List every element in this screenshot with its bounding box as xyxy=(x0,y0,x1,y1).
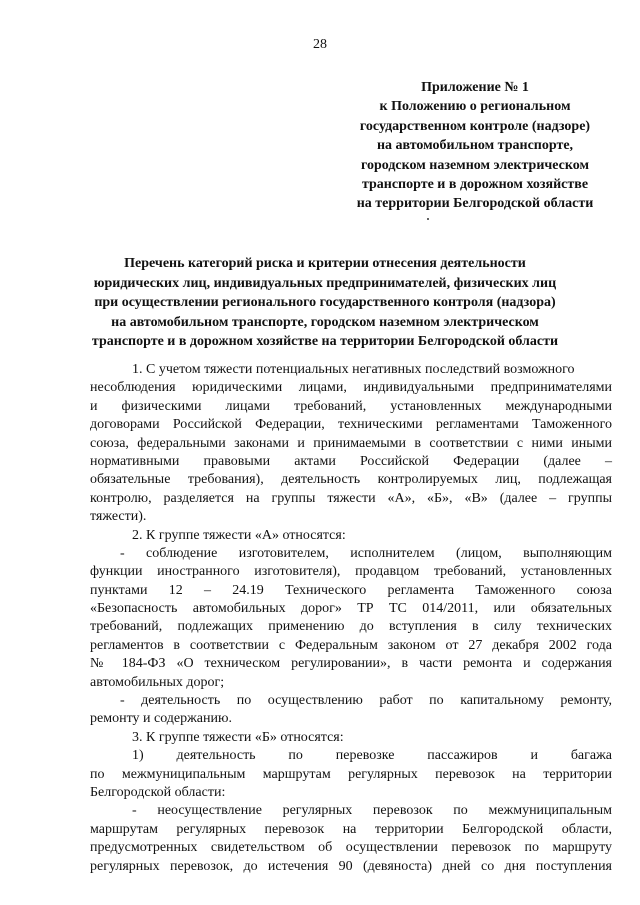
body-line: регулярных перевозок, до истечения 90 (девяноста) дней со дня поступления xyxy=(90,858,612,874)
body-line: 1. С учетом тяжести потенциальных негативных последствий возможного xyxy=(132,362,575,377)
appendix-heading xyxy=(340,78,610,214)
body-line: контролю, разделяется на группы тяжести «А», «Б», «В» (далее – группы xyxy=(90,490,612,506)
appendix-line: транспорте и в дорожном хозяйстве xyxy=(361,177,589,193)
appendix-line: государственном контроле (надзоре) xyxy=(359,118,591,134)
body-line: нормативными правовыми актами Российской Федерации (далее – xyxy=(90,453,612,469)
body-line: союза, федеральными законами и принимаемыми в соответствии с ними иными xyxy=(90,435,612,451)
body-line: Белгородской области: xyxy=(90,784,226,800)
title-line: при осуществлении регионального государственного контроля (надзора) xyxy=(94,295,556,311)
page-number: 28 xyxy=(313,37,327,52)
title-line: Перечень категорий риска и критерии отнесения деятельности xyxy=(124,256,526,271)
body-line: - соблюдение изготовителем, исполнителем (лицом, выполняющим xyxy=(120,545,612,561)
body-line: по межмуниципальным маршрутам регулярных перевозок на территории xyxy=(90,766,612,782)
body-line: 1) деятельность по перевозке пассажиров и багажа xyxy=(132,748,612,764)
body-line: пунктами 12 – 24.19 Технического регламента Таможенного союза xyxy=(90,582,612,598)
body-line: предусмотренных свидетельством об осуществлении перевозок по маршруту xyxy=(90,840,612,856)
body-line: функции иностранного изготовителя), продавцом требований, установленных xyxy=(90,564,612,580)
appendix-line: городском наземном электрическом xyxy=(360,157,590,173)
title-line: транспорте и в дорожном хозяйстве на территории Белгородской области xyxy=(91,334,559,350)
body-line: автомобильных дорог; xyxy=(90,674,225,690)
appendix-line: на автомобильном транспорте, xyxy=(376,138,574,154)
appendix-line: на территории Белгородской области xyxy=(356,196,594,212)
body-line: № 184-ФЗ «О техническом регулировании», в части ремонта и содержания xyxy=(90,656,612,672)
appendix-line: Приложение № 1 xyxy=(421,80,529,95)
body-line: регламентов в соответствии с Федеральным законом от 27 декабря 2002 года xyxy=(90,637,612,653)
body-line: 3. К группе тяжести «Б» относятся: xyxy=(132,729,344,745)
body-line: и физическими лицами требований, установленных международными xyxy=(90,398,612,414)
appendix-line: к Положению о региональном xyxy=(379,99,571,115)
title-line: на автомобильном транспорте, городском наземном электрическом xyxy=(111,314,539,330)
body-line: 2. К группе тяжести «А» относятся: xyxy=(132,527,346,543)
title-line: юридических лиц, индивидуальных предпринимателей, физических лиц xyxy=(93,275,557,291)
body-line: обязательные требования), деятельность контролируемых лиц, подлежащая xyxy=(90,472,612,488)
body-line: договорами Российской Федерации, техническими регламентами Таможенного xyxy=(90,417,612,433)
scan-mark xyxy=(427,218,429,220)
body-line: - деятельность по осуществлению работ по капитальному ремонту, xyxy=(120,693,612,709)
body-line: «Безопасность автомобильных дорог» ТР ТС 014/2011, или обязательных xyxy=(90,601,612,617)
body-line: тяжести). xyxy=(90,509,147,525)
document-title xyxy=(90,254,560,352)
body-line: требований, подлежащих применению до вступления в силу технических xyxy=(90,619,612,635)
document-body xyxy=(90,361,612,876)
body-line: маршрутам регулярных перевозок на территории Белгородской области, xyxy=(90,821,612,837)
body-line: ремонту и содержанию. xyxy=(90,711,232,727)
body-line: несоблюдения юридическими лицами, индивидуальными предпринимателями xyxy=(90,380,612,396)
body-line: - неосуществление регулярных перевозок по межмуниципальным xyxy=(132,803,612,819)
